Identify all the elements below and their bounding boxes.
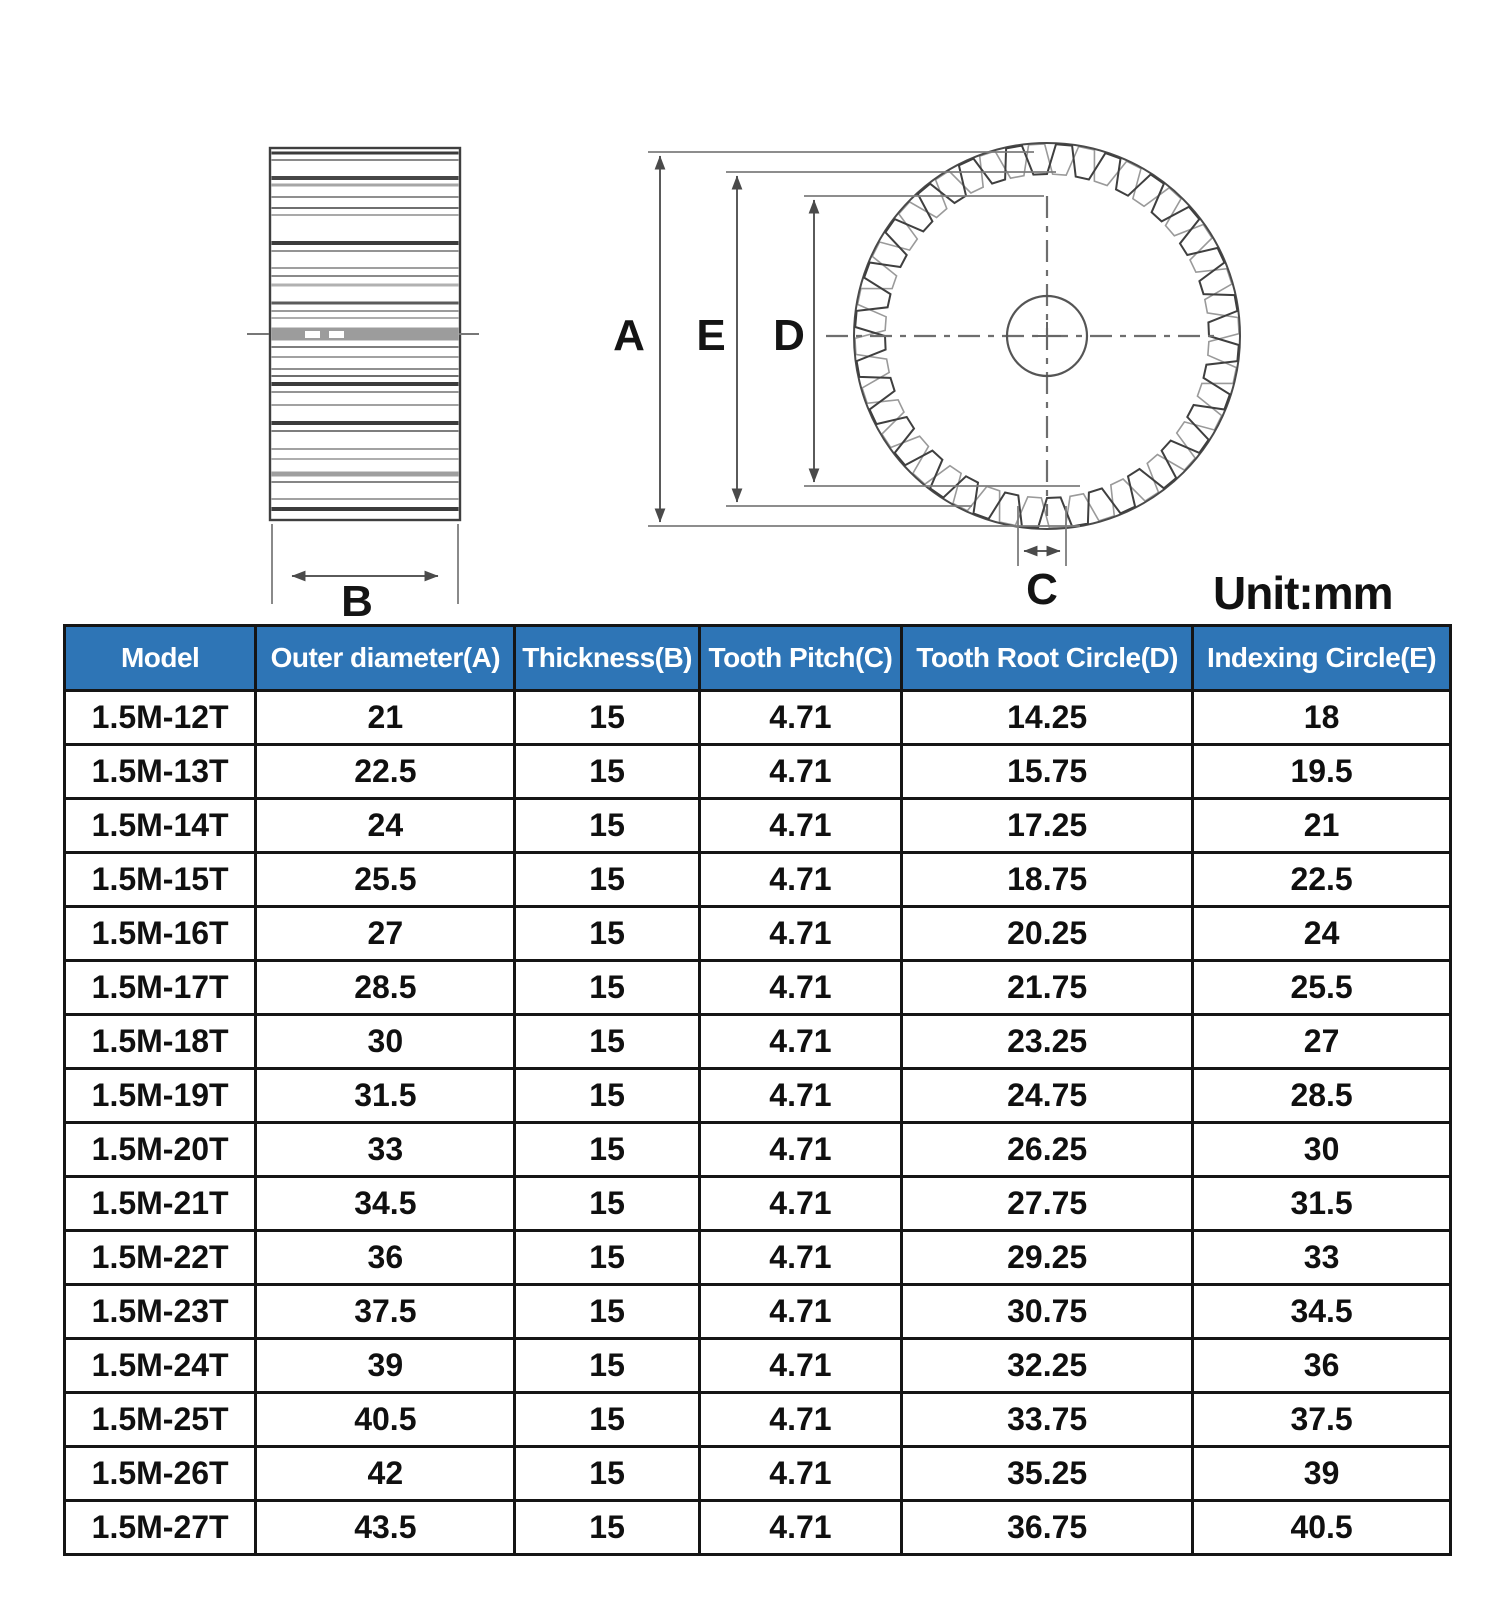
- cell-model: 1.5M-15T: [65, 853, 256, 907]
- cell-outer-diameter: 40.5: [256, 1393, 515, 1447]
- cell-thickness: 15: [515, 907, 699, 961]
- table-row: [65, 1285, 1451, 1339]
- gear-technical-drawing: [0, 0, 1500, 620]
- cell-model: 1.5M-19T: [65, 1069, 256, 1123]
- gear-side-view: [247, 148, 479, 520]
- cell-tooth-pitch: 4.71: [699, 1123, 901, 1177]
- dim-label-d: D: [773, 311, 805, 360]
- cell-tooth-pitch: 4.71: [699, 1231, 901, 1285]
- cell-outer-diameter: 30: [256, 1015, 515, 1069]
- cell-indexing-circle: 33: [1193, 1231, 1451, 1285]
- header-tooth-pitch: Tooth Pitch(C): [699, 626, 901, 691]
- cell-indexing-circle: 36: [1193, 1339, 1451, 1393]
- cell-model: 1.5M-25T: [65, 1393, 256, 1447]
- cell-outer-diameter: 34.5: [256, 1177, 515, 1231]
- dim-label-b: B: [341, 577, 373, 620]
- table-row: [65, 961, 1451, 1015]
- cell-thickness: 15: [515, 1339, 699, 1393]
- cell-outer-diameter: 37.5: [256, 1285, 515, 1339]
- cell-tooth-root-circle: 15.75: [902, 745, 1193, 799]
- cell-thickness: 15: [515, 799, 699, 853]
- cell-outer-diameter: 36: [256, 1231, 515, 1285]
- cell-tooth-pitch: 4.71: [699, 1285, 901, 1339]
- cell-tooth-pitch: 4.71: [699, 745, 901, 799]
- unit-label: Unit:mm: [1213, 567, 1393, 619]
- cell-outer-diameter: 27: [256, 907, 515, 961]
- cell-tooth-root-circle: 18.75: [902, 853, 1193, 907]
- cell-tooth-pitch: 4.71: [699, 1069, 901, 1123]
- cell-indexing-circle: 19.5: [1193, 745, 1451, 799]
- cell-tooth-pitch: 4.71: [699, 853, 901, 907]
- cell-model: 1.5M-20T: [65, 1123, 256, 1177]
- cell-indexing-circle: 34.5: [1193, 1285, 1451, 1339]
- table-row: [65, 1501, 1451, 1555]
- dimension-c: [1018, 506, 1066, 614]
- dim-label-a: A: [613, 311, 645, 360]
- cell-tooth-pitch: 4.71: [699, 799, 901, 853]
- table-row: [65, 853, 1451, 907]
- cell-tooth-root-circle: 27.75: [902, 1177, 1193, 1231]
- cell-model: 1.5M-17T: [65, 961, 256, 1015]
- cell-thickness: 15: [515, 1123, 699, 1177]
- cell-thickness: 15: [515, 1231, 699, 1285]
- cell-indexing-circle: 27: [1193, 1015, 1451, 1069]
- cell-indexing-circle: 21: [1193, 799, 1451, 853]
- table-row: [65, 1339, 1451, 1393]
- dim-label-e: E: [696, 311, 726, 360]
- cell-outer-diameter: 25.5: [256, 853, 515, 907]
- cell-model: 1.5M-13T: [65, 745, 256, 799]
- cell-indexing-circle: 37.5: [1193, 1393, 1451, 1447]
- cell-model: 1.5M-18T: [65, 1015, 256, 1069]
- cell-thickness: 15: [515, 745, 699, 799]
- cell-model: 1.5M-27T: [65, 1501, 256, 1555]
- cell-indexing-circle: 31.5: [1193, 1177, 1451, 1231]
- header-tooth-root-circle: Tooth Root Circle(D): [902, 626, 1193, 691]
- cell-indexing-circle: 22.5: [1193, 853, 1451, 907]
- cell-thickness: 15: [515, 1393, 699, 1447]
- cell-tooth-root-circle: 17.25: [902, 799, 1193, 853]
- table-row: [65, 1177, 1451, 1231]
- cell-thickness: 15: [515, 961, 699, 1015]
- cell-model: 1.5M-16T: [65, 907, 256, 961]
- dim-label-c: C: [1026, 565, 1058, 614]
- cell-tooth-root-circle: 26.25: [902, 1123, 1193, 1177]
- cell-thickness: 15: [515, 1015, 699, 1069]
- spec-table: [63, 624, 1452, 1556]
- cell-tooth-pitch: 4.71: [699, 1501, 901, 1555]
- cell-thickness: 15: [515, 1177, 699, 1231]
- table-row: [65, 907, 1451, 961]
- cell-indexing-circle: 30: [1193, 1123, 1451, 1177]
- table-row: [65, 1123, 1451, 1177]
- table-row: [65, 799, 1451, 853]
- spec-table-body: [65, 691, 1451, 1555]
- cell-outer-diameter: 31.5: [256, 1069, 515, 1123]
- header-thickness: Thickness(B): [515, 626, 699, 691]
- cell-indexing-circle: 24: [1193, 907, 1451, 961]
- cell-tooth-pitch: 4.71: [699, 1015, 901, 1069]
- cell-tooth-pitch: 4.71: [699, 1447, 901, 1501]
- table-row: [65, 1231, 1451, 1285]
- cell-tooth-pitch: 4.71: [699, 1177, 901, 1231]
- cell-tooth-root-circle: 36.75: [902, 1501, 1193, 1555]
- cell-model: 1.5M-22T: [65, 1231, 256, 1285]
- cell-outer-diameter: 24: [256, 799, 515, 853]
- cell-thickness: 15: [515, 1285, 699, 1339]
- cell-model: 1.5M-26T: [65, 1447, 256, 1501]
- cell-outer-diameter: 33: [256, 1123, 515, 1177]
- table-row: [65, 1069, 1451, 1123]
- cell-model: 1.5M-24T: [65, 1339, 256, 1393]
- cell-indexing-circle: 25.5: [1193, 961, 1451, 1015]
- header-outer-diameter: Outer diameter(A): [256, 626, 515, 691]
- cell-model: 1.5M-12T: [65, 691, 256, 745]
- dimension-e: [696, 172, 1056, 506]
- hub-keyway-mark: [305, 331, 320, 338]
- cell-indexing-circle: 40.5: [1193, 1501, 1451, 1555]
- table-row: [65, 1015, 1451, 1069]
- cell-tooth-pitch: 4.71: [699, 1339, 901, 1393]
- cell-thickness: 15: [515, 1069, 699, 1123]
- cell-tooth-root-circle: 23.25: [902, 1015, 1193, 1069]
- cell-thickness: 15: [515, 1501, 699, 1555]
- cell-model: 1.5M-23T: [65, 1285, 256, 1339]
- cell-outer-diameter: 43.5: [256, 1501, 515, 1555]
- cell-tooth-root-circle: 21.75: [902, 961, 1193, 1015]
- cell-indexing-circle: 28.5: [1193, 1069, 1451, 1123]
- table-row: [65, 1447, 1451, 1501]
- cell-outer-diameter: 21: [256, 691, 515, 745]
- header-indexing-circle: Indexing Circle(E): [1193, 626, 1451, 691]
- cell-indexing-circle: 18: [1193, 691, 1451, 745]
- cell-tooth-pitch: 4.71: [699, 961, 901, 1015]
- cell-thickness: 15: [515, 691, 699, 745]
- cell-thickness: 15: [515, 853, 699, 907]
- cell-outer-diameter: 28.5: [256, 961, 515, 1015]
- table-row: [65, 1393, 1451, 1447]
- dimension-b: [272, 524, 458, 620]
- hub-keyway-mark: [329, 331, 344, 338]
- cell-tooth-root-circle: 33.75: [902, 1393, 1193, 1447]
- cell-tooth-root-circle: 30.75: [902, 1285, 1193, 1339]
- cell-model: 1.5M-21T: [65, 1177, 256, 1231]
- cell-tooth-pitch: 4.71: [699, 1393, 901, 1447]
- cell-tooth-root-circle: 24.75: [902, 1069, 1193, 1123]
- cell-tooth-root-circle: 14.25: [902, 691, 1193, 745]
- header-model: Model: [65, 626, 256, 691]
- cell-tooth-root-circle: 29.25: [902, 1231, 1193, 1285]
- cell-indexing-circle: 39: [1193, 1447, 1451, 1501]
- table-header-row: [65, 626, 1451, 691]
- cell-outer-diameter: 42: [256, 1447, 515, 1501]
- table-row: [65, 745, 1451, 799]
- cell-tooth-pitch: 4.71: [699, 691, 901, 745]
- table-row: [65, 691, 1451, 745]
- cell-tooth-root-circle: 35.25: [902, 1447, 1193, 1501]
- cell-thickness: 15: [515, 1447, 699, 1501]
- cell-outer-diameter: 22.5: [256, 745, 515, 799]
- cell-tooth-pitch: 4.71: [699, 907, 901, 961]
- cell-tooth-root-circle: 20.25: [902, 907, 1193, 961]
- cell-model: 1.5M-14T: [65, 799, 256, 853]
- cell-outer-diameter: 39: [256, 1339, 515, 1393]
- cell-tooth-root-circle: 32.25: [902, 1339, 1193, 1393]
